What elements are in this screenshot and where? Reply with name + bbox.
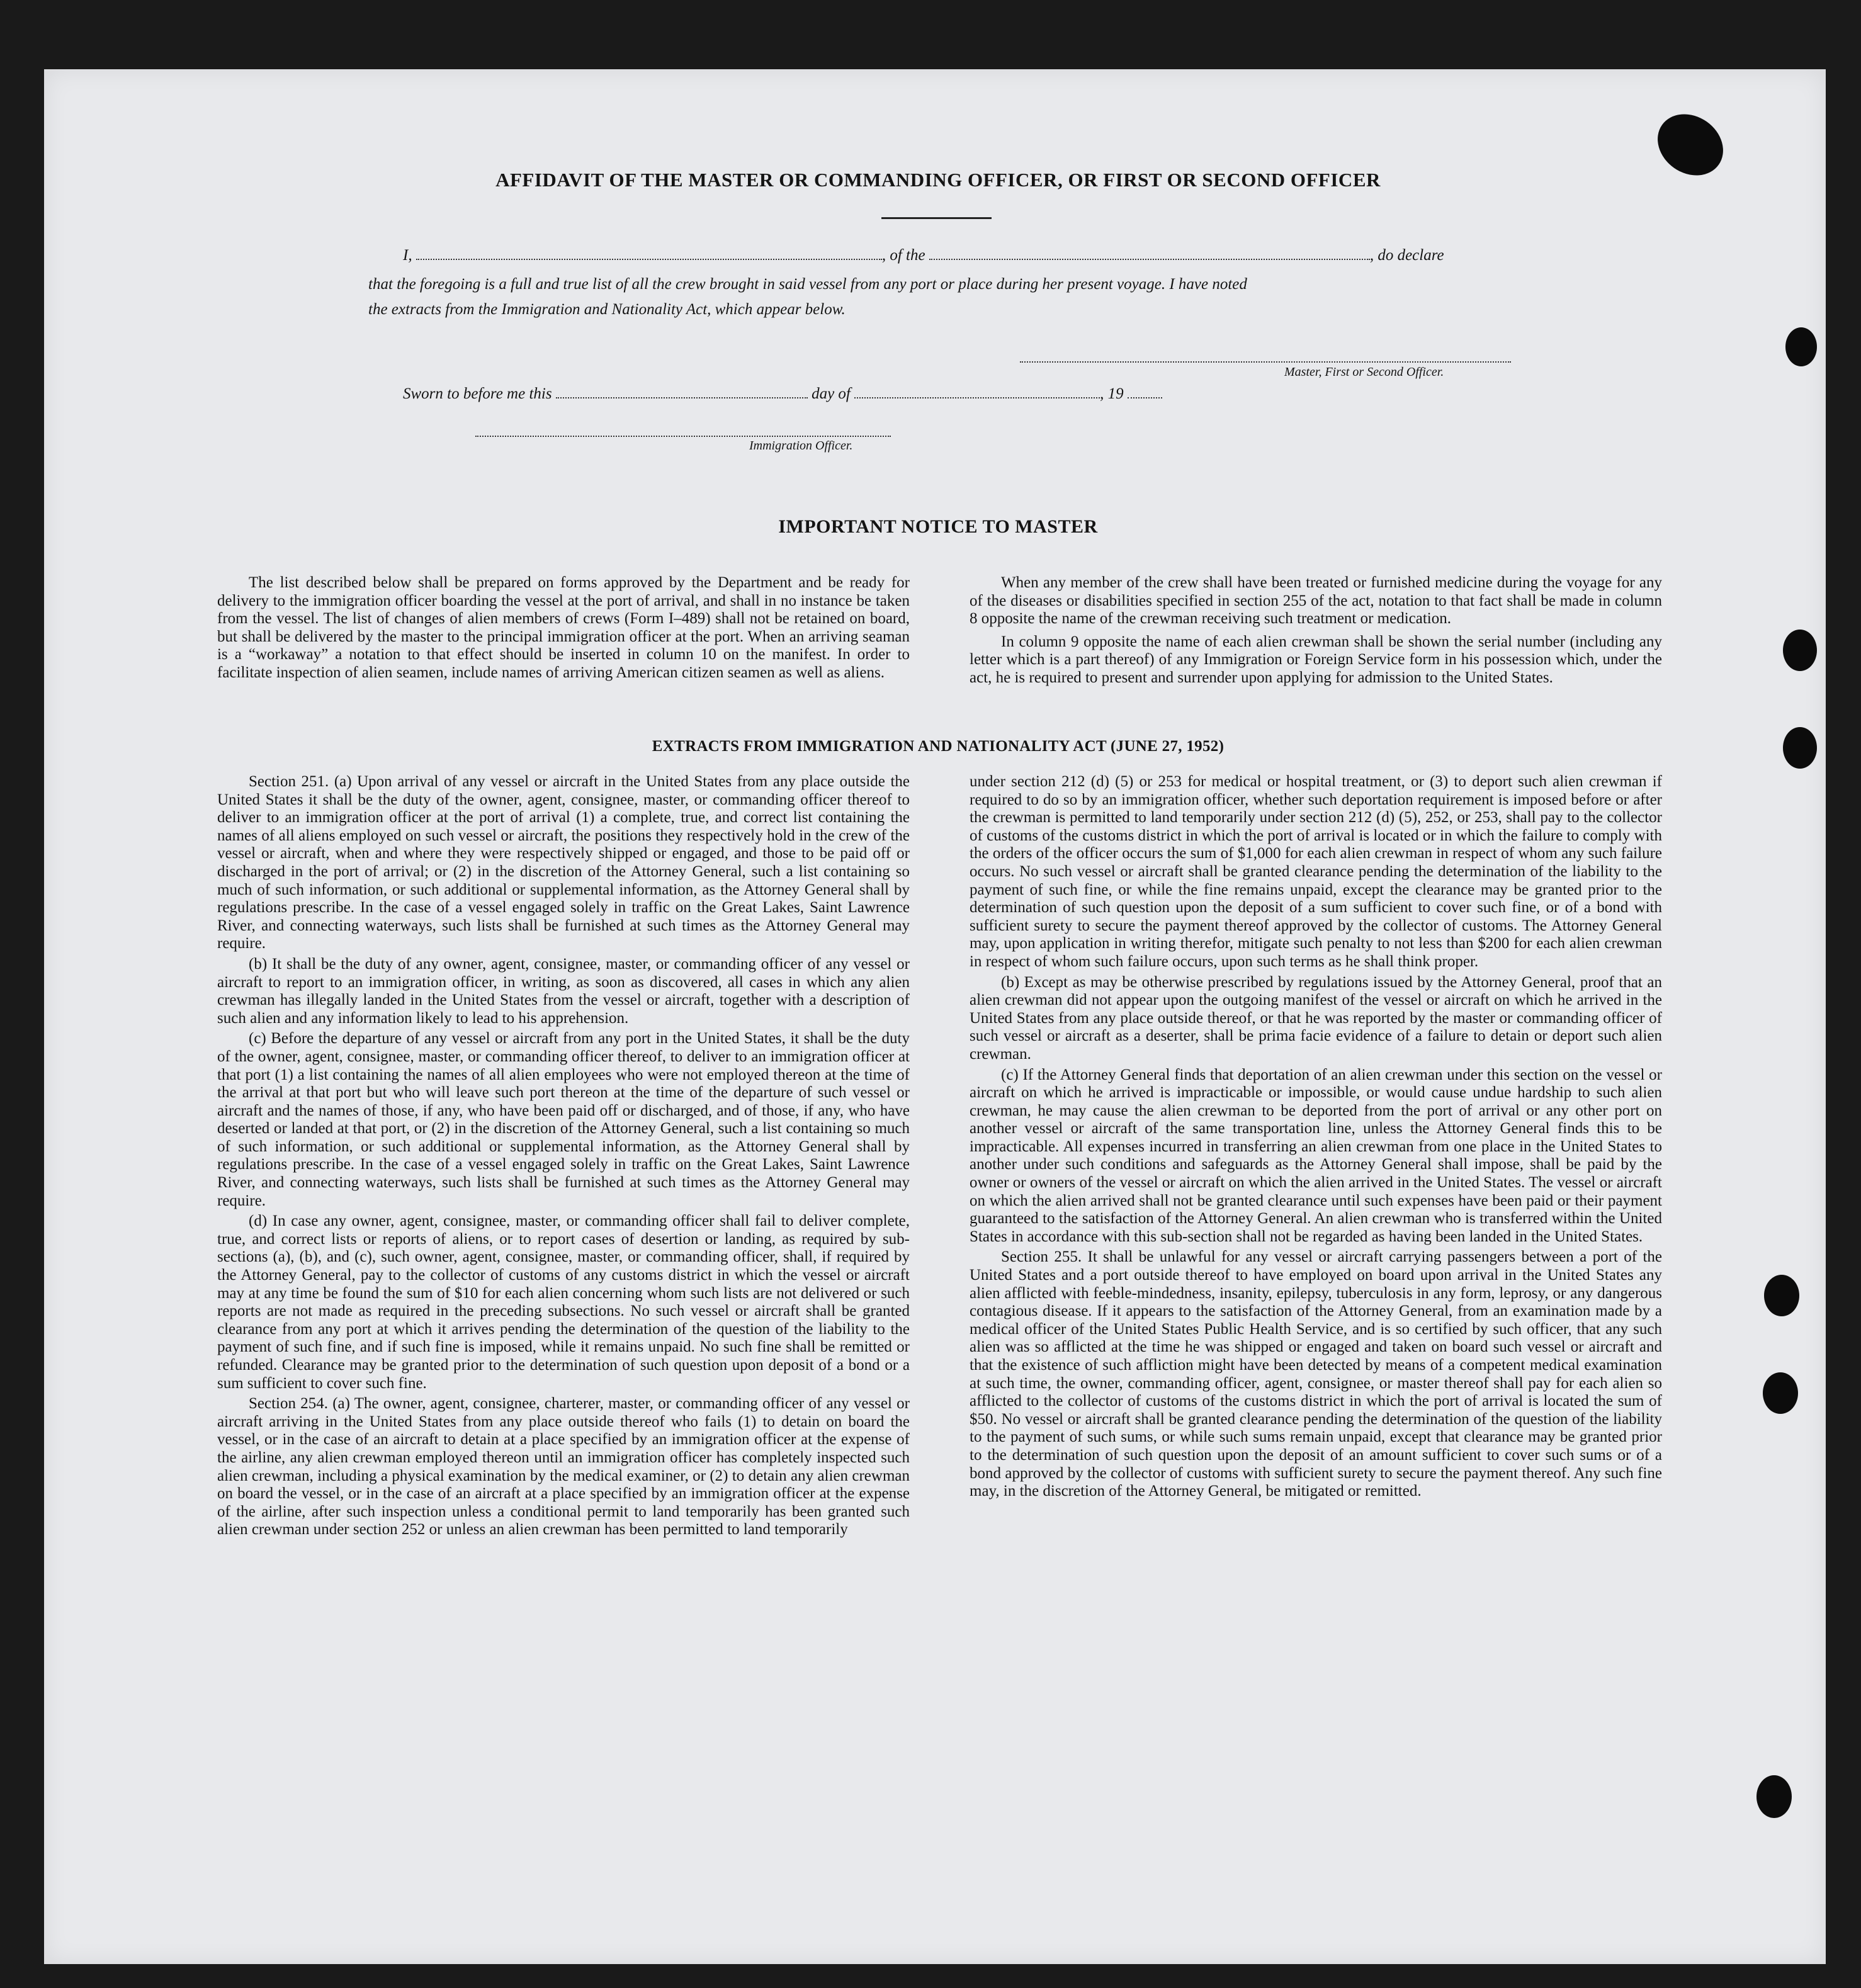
- punch-hole: [1783, 727, 1817, 769]
- extracts-title: EXTRACTS FROM IMMIGRATION AND NATIONALITY ACT (JUNE 27, 1952): [652, 738, 1225, 755]
- title-rule: [881, 217, 992, 219]
- declaration-line-1: [403, 247, 1511, 264]
- sworn-year-field: [1128, 397, 1162, 398]
- notice-right-paragraph-1: When any member of the crew shall have been treated or furnished medicine during the voyage for any of the diseases or disabilities specified in section 255 of the act, notation to that fact shall be made in column 8 opposite the name of the crewman receiving such treatment or medication.: [970, 574, 1662, 628]
- notice-left-column: [217, 574, 910, 685]
- notice-title: IMPORTANT NOTICE TO MASTER: [778, 516, 1098, 537]
- notice-right-column: [970, 574, 1662, 690]
- extract-paragraph: (b) Except as may be otherwise prescribed by regulations issued by the Attorney General, proof that an alien crewman did not appear upon the outgoing manifest of the vessel or aircraft on which he arrived in the United States from any place outside thereof, or that he was reported by the master or commanding officer of such vessel or aircraft as a deserter, shall be prima facie evidence of a failure to detain or deport such alien crewman.: [970, 973, 1662, 1063]
- punch-hole: [1763, 1372, 1798, 1414]
- label-do-declare: , do declare: [1369, 247, 1444, 264]
- label-day-of: day of: [812, 385, 851, 402]
- sworn-line: [403, 385, 1284, 403]
- extract-paragraph: (b) It shall be the duty of any owner, agent, consignee, master, or commanding officer of any vessel or aircraft to report to an immigration officer, in writing, as soon as discovered, all cases in which any alien crewman has illegally landed in the United States from the vessel or aircraft, together with a description of such alien and any information likely to lead to his apprehension.: [217, 955, 910, 1027]
- punch-hole: [1764, 1275, 1799, 1316]
- declaration-line-3: the extracts from the Immigration and Nationality Act, which appear below.: [368, 301, 846, 318]
- sworn-month-field: [854, 397, 1100, 398]
- extract-paragraph: (d) In case any owner, agent, consignee, master, or commanding officer shall fail to deliver complete, true, and correct lists or reports of aliens, or to report cases of desertion or landing, as required by sub-sections (a), (b), and (c), such owner, agent, consignee, master, or commanding officer, shall, if required by the Attorney General, pay to the collector of customs of any customs district in which the vessel or aircraft may at any time be found the sum of $10 for each alien concerning whom such lists are not delivered or such reports are not made as required in the preceding subsections. No such vessel or aircraft shall be granted clearance from any port at which it arrives pending the determination of the question of the liability to the payment of such fine, and if such fine is imposed, while it remains unpaid. No such fine shall be remitted or refunded. Clearance may be granted prior to the determination of such question upon deposit of a bond or a sum sufficient to cover such fine.: [217, 1212, 910, 1392]
- officer-signature-line: [475, 436, 891, 437]
- extract-paragraph: under section 212 (d) (5) or 253 for medical or hospital treatment, or (3) to deport such alien crewman if required to do so by an immigration officer, whether such deportation requirement is imposed before or after the crewman is permitted to land temporarily under section 212 (d) (5), 252, or 253, shall pay to the collector of customs of the customs district in which the port of arrival is located or in which the failure to comply with the orders of the officer occurs the sum of $1,000 for each alien crewman in respect of whom any such failure occurs. No such vessel or aircraft shall be granted clearance pending the determination of the liability to the payment of such fine, or while the fine remains unpaid, except the clearance may be granted prior to the determination of such question upon the deposit of a sum sufficient to cover such fine, or of a bond with sufficient surety to secure the payment thereof approved by the collector of customs. The Attorney General may, upon application in writing therefor, mitigate such penalty to not less than $200 for each alien crewman in respect of whom such failure occurs, upon such terms as he shall think proper.: [970, 773, 1662, 970]
- label-of-the: , of the: [881, 247, 925, 264]
- affidavit-title: AFFIDAVIT OF THE MASTER OR COMMANDING OFFICER, OR FIRST OR SECOND OFFICER: [495, 169, 1381, 191]
- extracts-left-column: [217, 773, 910, 1542]
- notice-right-paragraph-2: In column 9 opposite the name of each alien crewman shall be shown the serial number (including any letter which is a part thereof) of any Immigration or Foreign Service form in his possession which, under the act, he is required to present and surrender upon applying for admission to the United States.: [970, 633, 1662, 686]
- vessel-name-field: [929, 259, 1370, 260]
- master-signature-label: Master, First or Second Officer.: [1284, 365, 1444, 379]
- label-year: , 19: [1100, 385, 1124, 402]
- declarant-name-field: [416, 259, 882, 260]
- extract-paragraph: Section 251. (a) Upon arrival of any vessel or aircraft in the United States from any place outside the United States it shall be the duty of the owner, agent, consignee, master, or commanding officer thereof to deliver to an immigration officer at the port of arrival (1) a complete, true, and correct list containing the names of all aliens employed on such vessel or aircraft, the positions they respectively hold in the crew of the vessel or aircraft, when and where they were respectively shipped or engaged, and those to be paid off or discharged in the port of arrival; or (2) in the discretion of the Attorney General, such a list containing so much of such information, or such additional or supplemental information, as the Attorney General shall by regulations prescribe. In the case of a vessel engaged solely in traffic on the Great Lakes, Saint Lawrence River, and connecting waterways, such lists shall be furnished at such times as the Attorney General may require.: [217, 773, 910, 952]
- label-sworn: Sworn to before me this: [403, 385, 552, 402]
- punch-hole: [1785, 327, 1817, 366]
- immigration-officer-label: Immigration Officer.: [749, 439, 853, 453]
- punch-hole: [1756, 1775, 1792, 1818]
- extract-paragraph: Section 255. It shall be unlawful for any vessel or aircraft carrying passengers between a port of the United States and a port outside thereof to have employed on board upon arrival in the United States any alien afflicted with feeble-mindedness, insanity, epilepsy, tuberculosis in any form, leprosy, or any dangerous contagious disease. If it appears to the satisfaction of the Attorney General, from an examination made by a medical officer of the United States Public Health Service, and is so certified by such officer, that any such alien was so afflicted at the time he was shipped or engaged and taken on board such vessel or aircraft and that the existence of such affliction might have been detected by means of a competent medical examination at such time, the owner, commanding officer, agent, consignee, or master thereof shall pay for each alien so afflicted to the collector of customs of the customs district in which the port of arrival is located the sum of $50. No vessel or aircraft shall be granted clearance pending the determination of the question of the liability to the payment of such sums, or while such sums remain unpaid, except that clearance may be granted prior to the determination of such question upon the deposit of an amount sufficient to cover such sums or of a bond approved by the collector of customs with sufficient surety to secure the payment thereof. Any such fine may, in the discretion of the Attorney General, be mitigated or remitted.: [970, 1248, 1662, 1500]
- sworn-day-field: [556, 397, 808, 398]
- punch-hole: [1783, 630, 1817, 671]
- master-signature-line: [1020, 361, 1511, 363]
- notice-left-paragraph: The list described below shall be prepared on forms approved by the Department and be ready for delivery to the immigration officer boarding the vessel at the port of arrival, and shall in no instance be taken from the vessel. The list of changes of alien members of crews (Form I–489) shall not be retained on board, but shall be delivered by the master to the principal immigration officer at the port. When an arriving seaman is a “workaway” a notation to that effect should be inserted in column 10 on the manifest. In order to facilitate inspection of alien seamen, include names of arriving American citizen seamen as well as aliens.: [217, 574, 910, 681]
- label-i: I,: [403, 247, 412, 264]
- extract-paragraph: Section 254. (a) The owner, agent, consignee, charterer, master, or commanding officer of any vessel or aircraft arriving in the United States from any place outside thereof who fails (1) to detain on board the vessel, or in the case of an aircraft to detain at a place specified by an immigration officer at the expense of the airline, any alien crewman employed thereon until an immigration officer has completely inspected such alien crewman, including a physical examination by the medical examiner, or (2) to detain any alien crewman on board the vessel, or in the case of an aircraft at a place specified by an immigration officer at the expense of the airline, after such inspection unless a conditional permit to land temporarily has been granted such alien crewman under section 252 or unless an alien crewman has been permitted to land temporarily: [217, 1395, 910, 1539]
- declaration-line-2: that the foregoing is a full and true list of all the crew brought in said vessel from any port or place during her present voyage. I have noted: [368, 276, 1247, 293]
- extract-paragraph: (c) Before the departure of any vessel or aircraft from any port in the United States, it shall be the duty of the owner, agent, consignee, master, or commanding officer thereof, to deliver to an immigration officer at that port (1) a list containing the names of all alien employees who were not employed thereon at the time of the arrival at that port but who will leave such port thereon at the time of the departure of such vessel or aircraft and the names of those, if any, who have been paid off or discharged, and of those, if any, who have deserted or landed at that port, or (2) in the discretion of the Attorney General, such a list containing so much of such information, or such additional or supplemental information, as the Attorney General shall by regulations prescribe. In the case of a vessel engaged solely in traffic on the Great Lakes, Saint Lawrence River, and connecting waterways, such lists shall be furnished at such times as the Attorney General may require.: [217, 1030, 910, 1209]
- extracts-right-column: [970, 773, 1662, 1503]
- extract-paragraph: (c) If the Attorney General finds that deportation of an alien crewman under this section on the vessel or aircraft on which he arrived is impracticable or impossible, or would cause undue hardship to such alien crewman, he may cause the alien crewman to be deported from the port of arrival or any other port on another vessel or aircraft of the same transportation line, unless the Attorney General finds this to be impracticable. All expenses incurred in transferring an alien crewman from one place in the United States to another under such conditions and safeguards as the Attorney General shall impose, shall be paid by the owner or owners of the vessel or aircraft on which the alien arrived in the United States. The vessel or aircraft on which the alien arrived shall not be granted clearance until such expenses have been paid or their payment guaranteed to the satisfaction of the Attorney General. An alien crewman who is transferred within the United States in accordance with this sub-section shall not be regarded as having been landed in the United States.: [970, 1066, 1662, 1245]
